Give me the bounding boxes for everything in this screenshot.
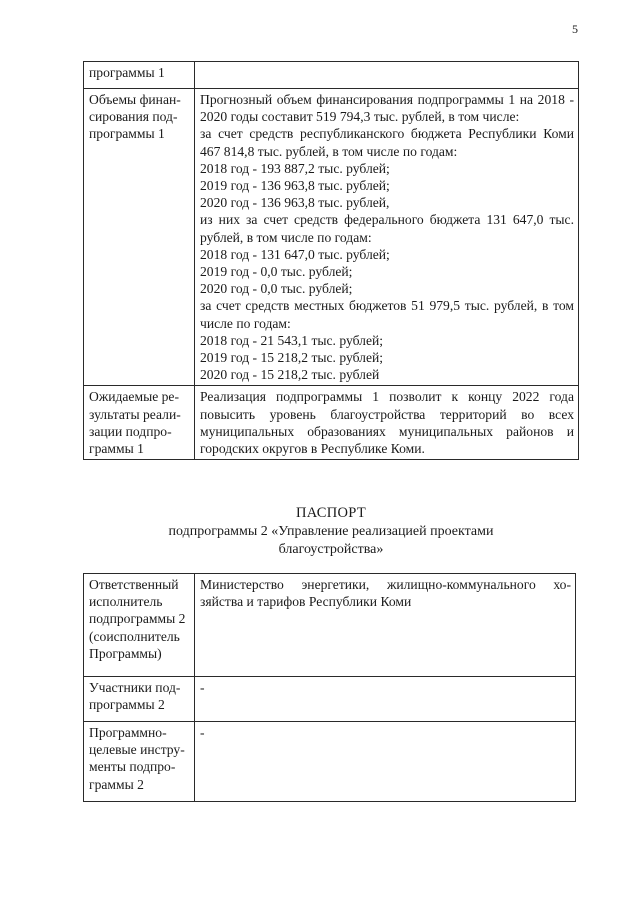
financing-cell bbox=[195, 89, 579, 386]
table-row bbox=[84, 386, 579, 460]
page-number: 5 bbox=[572, 22, 578, 36]
financing-line: из них за счет средств федерального бюджета 131 647,0 тыс. рублей, в том числе по годам: bbox=[200, 212, 574, 245]
row-value: Министерство энергетики, жилищно-коммунального хо-зяйства и тарифов Республики Коми bbox=[195, 574, 576, 677]
row-value bbox=[195, 62, 579, 89]
subprogram-1-passport-table bbox=[83, 61, 579, 460]
table-row bbox=[84, 722, 576, 802]
table-row bbox=[84, 89, 579, 386]
table-row bbox=[84, 62, 579, 89]
financing-line: за счет средств республиканского бюджета Республики Коми 467 814,8 тыс. рублей, в том числе по годам: bbox=[200, 126, 574, 159]
passport-title: ПАСПОРТ bbox=[295, 505, 367, 521]
row-label: Ответственный исполнитель подпрограммы 2 (соисполнитель Программы) bbox=[84, 574, 195, 677]
row-label: Участники под-программы 2 bbox=[84, 677, 195, 722]
financing-line: Прогнозный объем финансирования подпрограммы 1 на 2018 - 2020 годы составит 519 794,3 тыс. рублей, в том числе: bbox=[200, 92, 574, 125]
financing-line: 2020 год - 0,0 тыс. рублей; bbox=[200, 281, 353, 297]
passport-subtitle: подпрограммы 2 «Управление реализацией проектами благоустройства» bbox=[168, 523, 494, 557]
financing-line: 2018 год - 21 543,1 тыс. рублей; bbox=[200, 332, 384, 348]
financing-line: 2020 год - 15 218,2 тыс. рублей bbox=[200, 367, 380, 383]
table-row bbox=[84, 677, 576, 722]
financing-line: за счет средств местных бюджетов 51 979,5 тыс. рублей, в том числе по годам: bbox=[200, 298, 574, 331]
row-value: - bbox=[195, 677, 576, 722]
subprogram-2-passport-table bbox=[83, 573, 576, 802]
financing-line: 2019 год - 136 963,8 тыс. рублей; bbox=[200, 178, 390, 194]
financing-line: 2019 год - 0,0 тыс. рублей; bbox=[200, 264, 353, 280]
financing-line: 2019 год - 15 218,2 тыс. рублей; bbox=[200, 350, 384, 366]
financing-line: 2018 год - 131 647,0 тыс. рублей; bbox=[200, 246, 390, 262]
row-label: программы 1 bbox=[84, 62, 195, 89]
financing-line: 2018 год - 193 887,2 тыс. рублей; bbox=[200, 160, 390, 176]
row-label: Ожидаемые ре-зультаты реали-зации подпро-граммы 1 bbox=[84, 386, 195, 460]
row-value: - bbox=[195, 722, 576, 802]
financing-line: 2020 год - 136 963,8 тыс. рублей, bbox=[200, 195, 390, 211]
row-label: Программно-целевые инстру-менты подпро-граммы 2 bbox=[84, 722, 195, 802]
table-row bbox=[84, 574, 576, 677]
row-label: Объемы финан-сирования под-программы 1 bbox=[84, 89, 195, 386]
row-value: Реализация подпрограммы 1 позволит к концу 2022 года повысить уровень благоустройства территорий во всех муниципальных образованиях муниципальных районов и городских округов в Республике Коми. bbox=[195, 386, 579, 460]
passport-header bbox=[83, 504, 579, 560]
